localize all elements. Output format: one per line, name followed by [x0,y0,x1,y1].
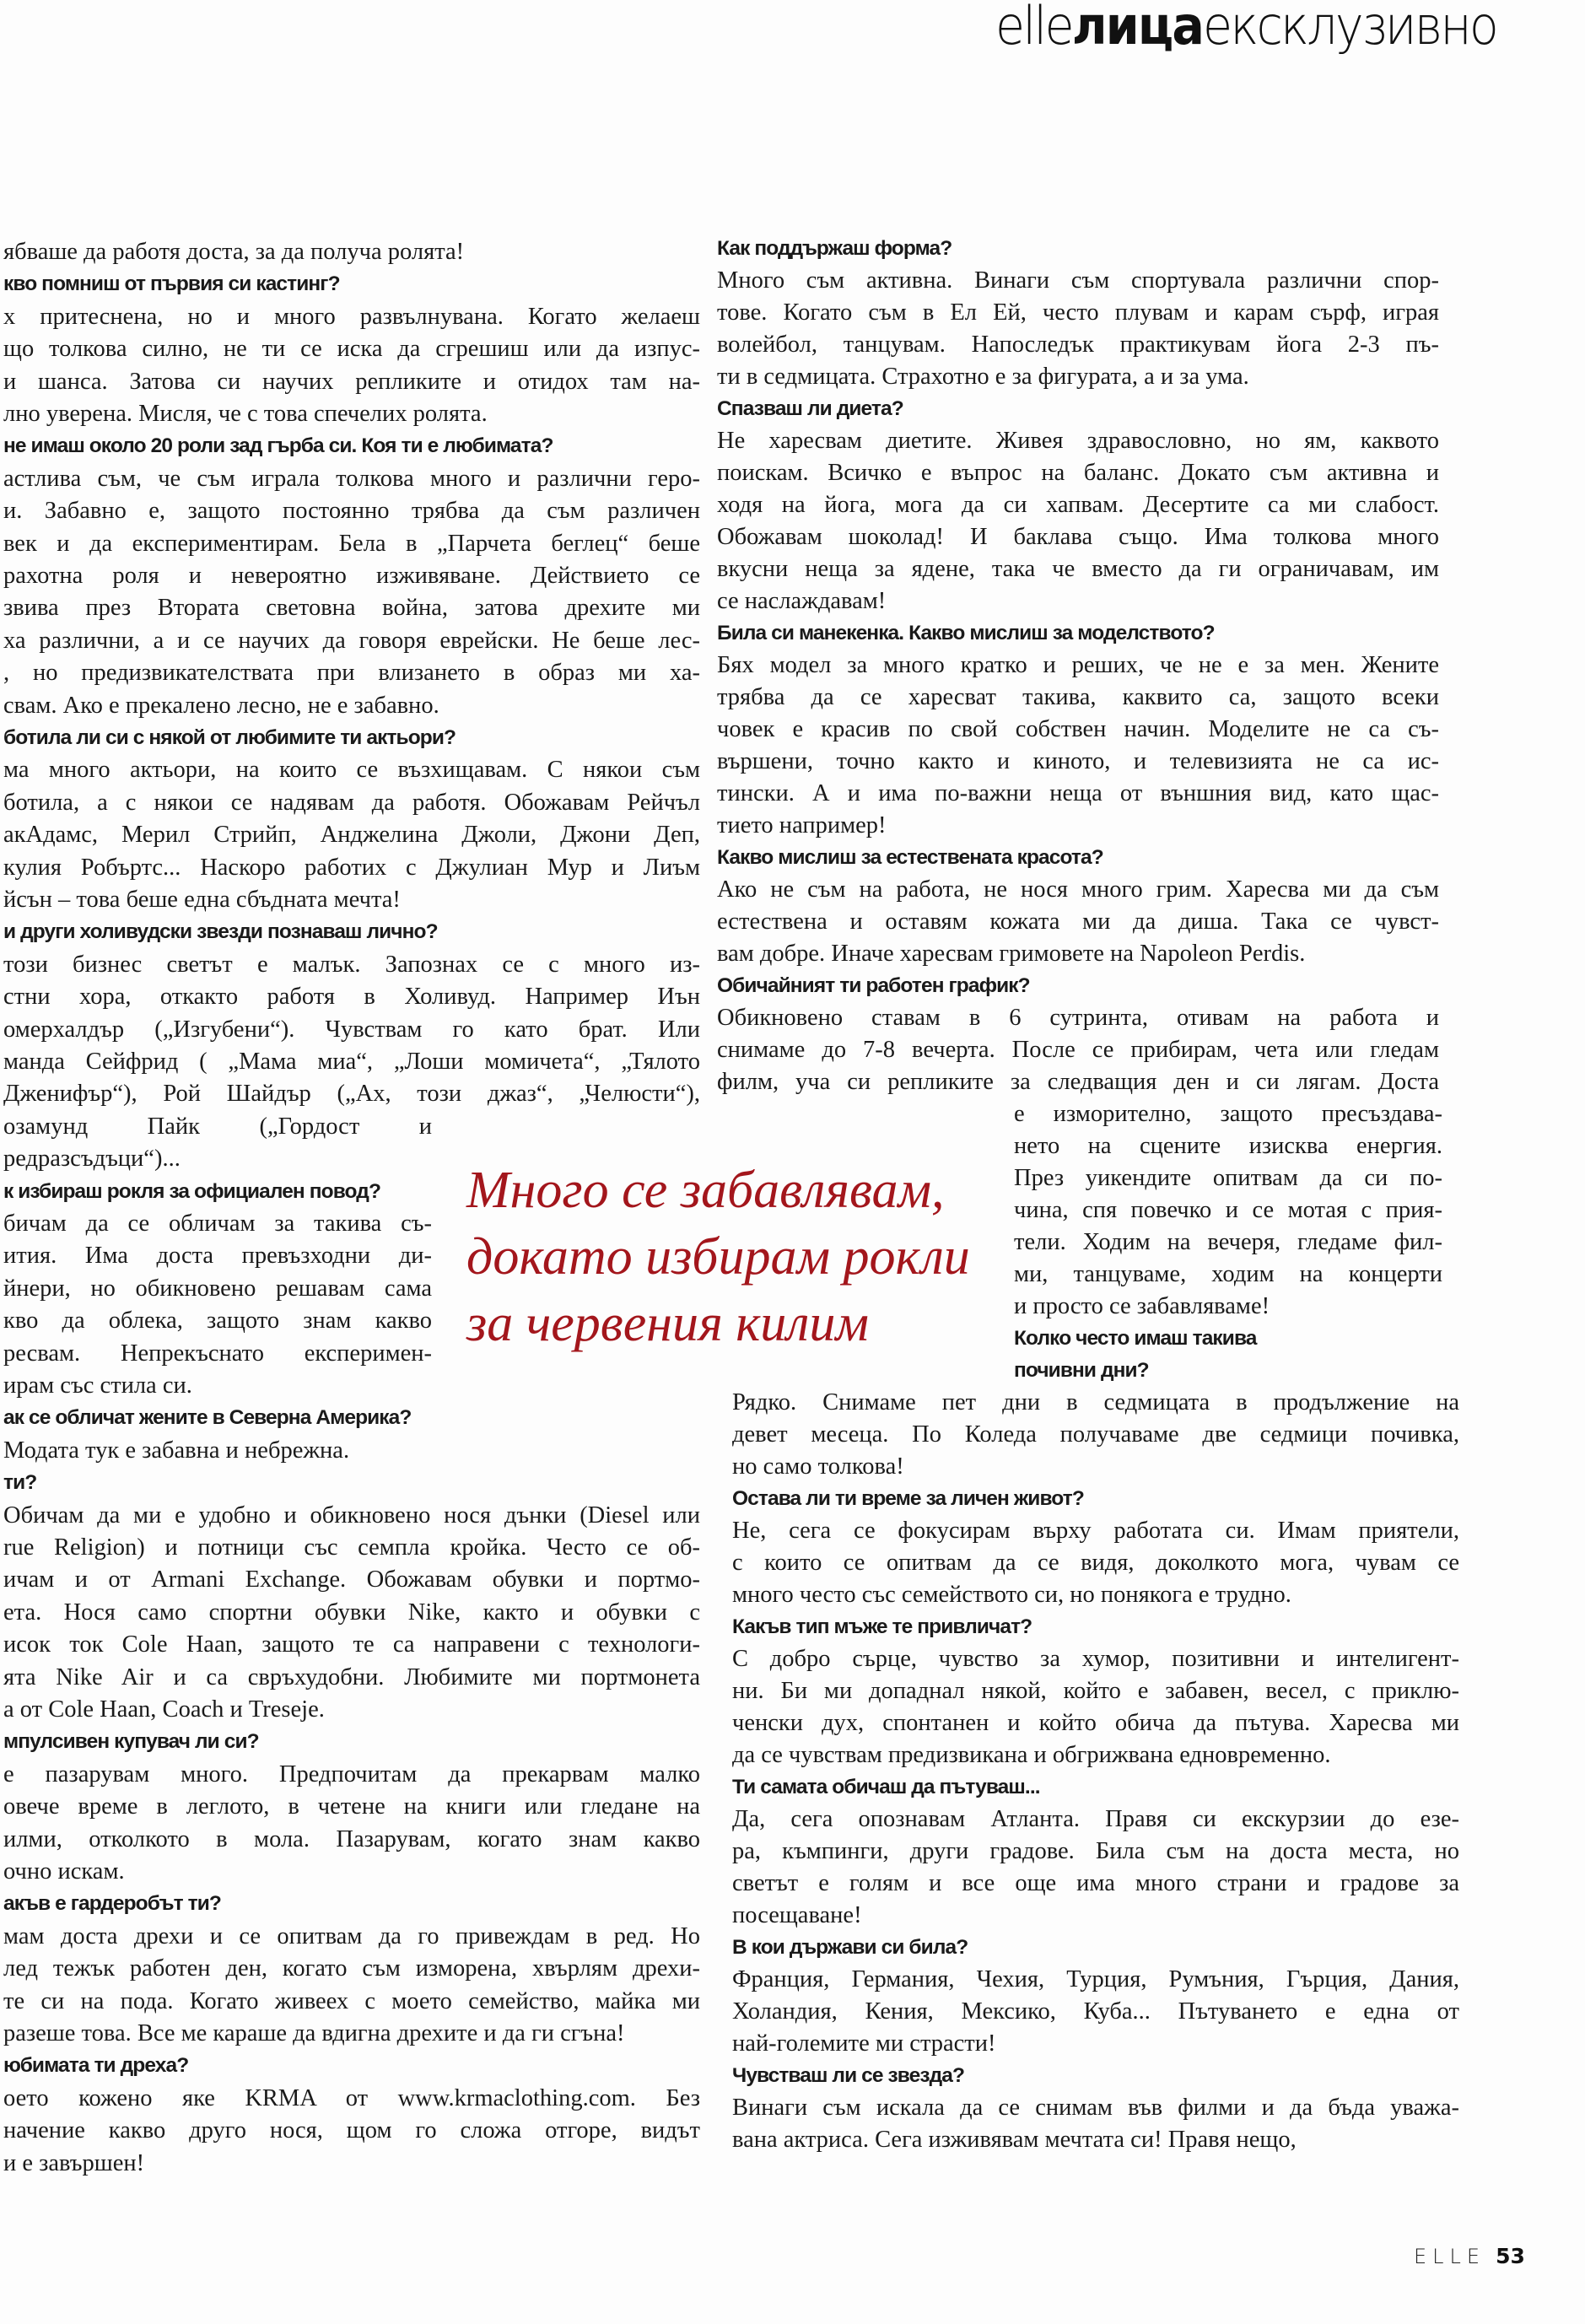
answer-line: ета. Нося само спортни обувки Nike, както и обувки с [3,1599,700,1626]
answer-line: акАдамс, Мерил Стрийп, Анджелина Джоли, Джони Деп, [3,822,700,849]
answer-line: астлива съм, че съм играла толкова много и различни геро- [3,465,700,492]
answer-line: ресвам. Непрекъснато експеримен- [3,1340,432,1367]
answer-line: и шанса. Затова си научих репликите и отидох там на- [3,368,700,395]
pull-quote-line: за червения килим [466,1295,869,1352]
answer-line: вана актриса. Сега изживявам мечтата си! Правя нещо, [732,2127,1297,2153]
answer-line: този бизнес светът е малък. Запознах се с много из- [3,951,700,978]
answer-line: най-големите ми страсти! [732,2030,996,2057]
answer-line: Ако не съм на работа, не нося много грим. Харесва ми да съм [717,876,1439,903]
answer-line: ти в седмицата. Страхотно е за фигурата, а и за ума. [717,364,1249,390]
answer-line: исок ток Cole Haan, защото те са направени с технологи- [3,1631,700,1658]
answer-line: а от Cole Haan, Coach и Treseje. [3,1696,325,1723]
answer-line: Много съм активна. Винаги съм спортувала различни спор- [717,267,1439,294]
answer-line: с които се опитвам да се видя, доколкото мога, чувам се [732,1550,1459,1576]
answer-line: Не, сега се фокусирам върху работата си. Имам приятели, [732,1518,1459,1544]
answer-line: омерхалдър („Изгубени“). Чувствам го като брат. Или [3,1016,700,1043]
answer-line: оето кожено яке KRMA от www.krmaclothing.com. Без [3,2084,700,2111]
answer-line: свам. Ако е прекалено лесно, не е забавно. [3,692,439,719]
answer-line: озамунд Пайк („Гордост и [3,1113,432,1140]
answer-line: волейбол, танцувам. Напоследък практикувам йога 2-3 пъ- [717,332,1439,358]
answer-line: Бях модел за много кратко и реших, че не е за мен. Жените [717,652,1439,678]
answer-line: Не харесвам диетите. Живея здравословно, но ям, каквото [717,428,1439,454]
interview-question: Ти самата обичаш да пътуваш... [732,1776,1040,1798]
answer-line: Обичам да ми е удобно и обикновено нося дънки (Diesel или [3,1502,700,1529]
header-suffix: ексклузивно [1203,0,1497,57]
answer-line: тински. А и има по-важни неща от външния вид, като щас- [717,780,1439,806]
interview-question: Обичайният ти работен график? [717,974,1030,997]
answer-line: кво да облека, защото знам какво [3,1308,432,1335]
answer-line: ирам със стила си. [3,1372,192,1399]
answer-line: стни хора, откакто работя в Холивуд. Например Иън [3,984,700,1011]
answer-line: Обожавам шоколад! И баклава също. Има толкова много [717,524,1439,550]
interview-question: Чувстваш ли се звезда? [732,2064,965,2087]
answer-line: вкусни неща за ядене, така че вместо да ги ограничавам, им [717,556,1439,582]
page-number: 53 [1496,2244,1525,2268]
answer-line: разеше това. Все ме караше да вдигна дрехите и да ги сгъна! [3,2020,625,2046]
answer-line: те си на пода. Когато живеех с моето семейство, майка ми [3,1987,700,2014]
answer-line: Модата тук е забавна и небрежна. [3,1437,350,1464]
pull-quote-line: Много се забавлявам, [466,1162,945,1219]
answer-line: и. Забавно е, защото постоянно трябва да съм различен [3,498,700,525]
page-footer [1414,2244,1525,2268]
answer-line: ботила, а с някои се надявам да работя. Обожавам Рейчъл [3,789,700,816]
answer-line: рахотна роля и невероятно изживяване. Действието се [3,563,700,589]
interview-question: Как поддържаш форма? [717,237,952,260]
interview-question: почивни дни? [1014,1359,1149,1382]
answer-line: снимаме до 7-8 вечерта. После се прибирам, чета или гледам [717,1037,1439,1063]
interview-question: Остава ли ти време за личен живот? [732,1487,1084,1510]
answer-line: х притеснена, но и много развълнувана. Когато желаеш [3,303,700,330]
answer-line: кулия Робъртс... Наскоро работих с Джулиан Мур и Лиъм [3,854,700,881]
answer-line: ми, танцуваме, ходим на концерти [1014,1261,1442,1287]
answer-line: лно уверена. Мисля, че с това спечелих ролята. [3,401,488,427]
answer-line: да се чувствам предизвикана и обгрижвана едновременно. [732,1742,1331,1768]
interview-question: В кои държави си била? [732,1936,968,1959]
answer-line: С добро сърце, чувство за хумор, позитивни и интелигент- [732,1646,1459,1672]
answer-line: Обикновено ставам в 6 сутринта, отивам на работа и [717,1005,1439,1031]
answer-line: манда Сейфрид ( „Мама миа“, „Лоши момичета“, „Тялото [3,1049,700,1075]
answer-line: ха различни, а и се научих да говоря еврейски. Не беше лес- [3,627,700,654]
section-header [995,0,1500,57]
answer-line: Холандия, Кения, Мексико, Куба... Пътуването е една от [732,1998,1459,2025]
answer-line: Винаги съм искала да се снимам във филми и да бъда уважа- [732,2095,1459,2121]
interview-question: не имаш около 20 роли зад гърба си. Коя ти е любимата? [3,434,553,458]
answer-line: се наслаждавам! [717,588,887,614]
interview-question: и други холивудски звезди познаваш лично? [3,920,438,944]
answer-line: е пазарувам много. Предпочитам да прекарвам малко [3,1761,700,1787]
interview-question: ти? [3,1471,37,1495]
answer-line: ябваше да работя доста, за да получа ролята! [3,239,465,265]
answer-line: йсън – това беше една сбъдната мечта! [3,887,401,913]
answer-line: век и да експериментирам. Бела в „Парчета беглец“ беше [3,530,700,557]
answer-line: и просто се забавляваме! [1014,1293,1270,1319]
answer-line: овече време в леглото, в четене на книги или гледане на [3,1793,700,1820]
answer-line: тове. Когато съм в Ел Ей, често плувам и карам сърф, играя [717,299,1439,326]
answer-line: Франция, Германия, Чехия, Турция, Румъния, Гърция, Дания, [732,1966,1459,1992]
interview-question: Какъв тип мъже те привличат? [732,1615,1032,1638]
answer-line: очно искам. [3,1858,125,1885]
answer-line: но само толкова! [732,1453,904,1480]
answer-line: йнери, но обикновено решавам сама [3,1275,432,1302]
interview-question: кво помниш от първия си кастинг? [3,272,340,296]
answer-line: що толкова силно, не ти се иска да сгрешиш или да изпус- [3,336,700,363]
answer-line: поискам. Всичко е въпрос на баланс. Докато съм активна и [717,460,1439,486]
answer-line: ития. Има доста превъзходни ди- [3,1243,432,1270]
answer-line: човек е красив по свой собствен начин. Моделите не са съ- [717,716,1439,742]
answer-line: Рядко. Снимаме пет дни в седмицата в продължение на [732,1389,1459,1415]
interview-question: Колко често имаш такива [1014,1327,1257,1350]
answer-line: лед тежък работен ден, когато съм изморена, хвърлям дрехи- [3,1955,700,1982]
interview-question: Била си манекенка. Какво мислиш за моделството? [717,622,1215,644]
answer-line: rue Religion) и потници със семпла кройка. Често се об- [3,1534,700,1561]
header-section: лица [1071,0,1204,57]
answer-line: През уикендите опитвам да си по- [1014,1165,1442,1191]
interview-question: Какво мислиш за естествената красота? [717,846,1103,869]
answer-line: е изморително, защото пресъздава- [1014,1101,1442,1127]
answer-line: , но предизвикателствата при влизането в образ ми ха- [3,660,700,687]
answer-line: трябва да се харесват такива, каквито са, защото всеки [717,684,1439,710]
answer-line: ни. Би ми допаднал някой, който е забавен, весел, с приклю- [732,1678,1459,1704]
interview-question: ак се обличат жените в Северна Америка? [3,1406,412,1430]
answer-line: Дженифър“), Рой Шайдър („Ах, този джаз“, „Челюсти“), [3,1081,700,1108]
answer-line: ичам и от Armani Exchange. Обожавам обувки и портмо- [3,1566,700,1593]
answer-line: редразсъдъци“)... [3,1146,181,1173]
answer-line: и е завършен! [3,2149,145,2176]
answer-line: звива през Втората световна война, затова дрехите ми [3,595,700,622]
answer-line: ма много актьори, на които се възхищавам. С някои съм [3,757,700,784]
answer-line: Да, сега опознавам Атланта. Правя си екскурзии до езе- [732,1806,1459,1832]
answer-line: филм, уча си репликите за следващия ден и си лягам. Доста [717,1069,1439,1095]
answer-line: вършени, точно както и киното, и телевизията не са ис- [717,748,1439,774]
answer-line: тието например! [717,812,887,838]
answer-line: много често със семейството си, но понякога е трудно. [732,1582,1291,1608]
interview-question: юбимата ти дреха? [3,2054,189,2078]
answer-line: девет месеца. По Коледа получаваме две седмици почивка, [732,1421,1459,1448]
answer-line: илми, отколкото в мола. Пазарувам, когато знам какво [3,1825,700,1852]
answer-line: бичам да се обличам за такива съ- [3,1211,432,1237]
answer-line: ра, къмпинги, други градове. Била съм на доста места, но [732,1838,1459,1864]
header-prefix: elle [995,0,1072,57]
answer-line: начение какво друго нося, щом го сложа отгоре, видът [3,2117,700,2144]
answer-line: тели. Ходим на вечеря, гледаме фил- [1014,1229,1442,1255]
answer-line: посещаване! [732,1902,862,1928]
answer-line: мам доста дрехи и се опитвам да го привеждам в ред. Но [3,1922,700,1949]
pull-quote-line: докато избирам рокли [466,1228,970,1286]
answer-line: вам добре. Иначе харесвам гримовете на Napoleon Perdis. [717,941,1306,967]
interview-question: мпулсивен купувач ли си? [3,1730,259,1754]
interview-question: Спазваш ли диета? [717,397,903,420]
answer-line: естествена и оставям кожата ми да диша. Така се чувст- [717,909,1439,935]
interview-question: акъв е гардеробът ти? [3,1892,221,1916]
pull-quote [466,1157,989,1357]
answer-line: нето на сцените изисква енергия. [1014,1133,1442,1159]
interview-question: ботила ли си с някой от любимите ти актьори? [3,726,456,749]
answer-line: ходя на йога, мога да си хапвам. Десертите са ми слабост. [717,492,1439,518]
interview-question: к избираш рокля за официален повод? [3,1179,381,1203]
answer-line: ченски дух, спонтанен и който обича да пътува. Харесва ми [732,1710,1459,1736]
answer-line: светът е голям и все още има много страни и градове за [732,1870,1459,1896]
answer-line: чина, спя повечко и се мотая с прия- [1014,1197,1442,1223]
footer-brand: ELLE [1414,2245,1486,2268]
answer-line: ята Nike Air и са свръхудобни. Любимите ми портмонета [3,1663,700,1690]
